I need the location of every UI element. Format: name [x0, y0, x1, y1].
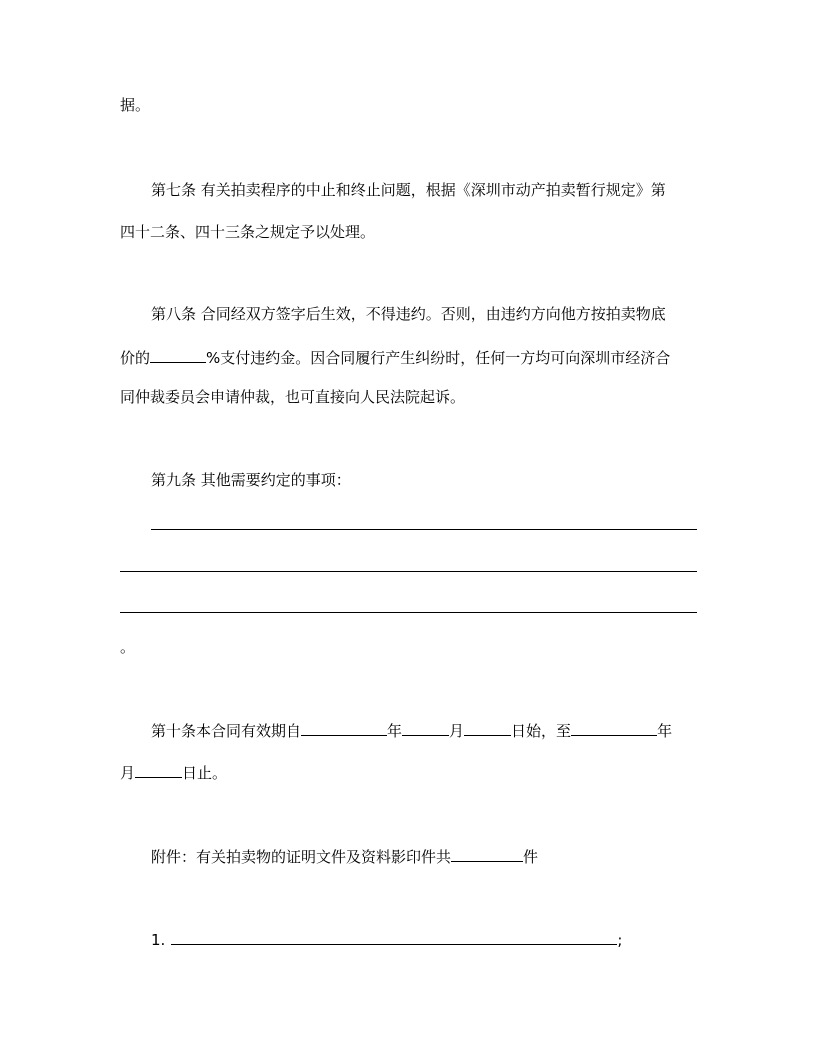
article-7-line-1: 第七条 有关拍卖程序的中止和终止问题，根据《深圳市动产拍卖暂行规定》第 — [151, 181, 666, 199]
article-10-line-1 — [151, 719, 672, 739]
start-year-blank[interactable] — [301, 719, 387, 736]
item-number: 1. — [151, 931, 166, 949]
start-month-blank[interactable] — [402, 719, 449, 736]
day-end-label: 日止。 — [182, 764, 228, 782]
year-label-2: 年 — [657, 722, 673, 740]
day-start-label: 日始，至 — [511, 722, 572, 740]
attachment-line — [151, 845, 538, 865]
attachment-item-1 — [151, 928, 622, 948]
attachment-unit: 件 — [523, 848, 539, 866]
other-matters-blank-line-1[interactable] — [151, 529, 697, 530]
end-day-blank[interactable] — [135, 761, 182, 778]
article-7-line-2: 四十二条、四十三条之规定予以处理。 — [120, 223, 376, 241]
article-9-end-mark: 。 — [120, 638, 136, 656]
other-matters-blank-line-2[interactable] — [120, 571, 697, 572]
article-8-price-prefix: 价的 — [120, 349, 151, 367]
start-day-blank[interactable] — [464, 719, 511, 736]
article-8-line-2 — [120, 346, 670, 366]
month-label-2: 月 — [120, 764, 136, 782]
penalty-percent-blank[interactable] — [150, 346, 206, 363]
article-10-prefix: 第十条本合同有效期自 — [151, 722, 302, 740]
article-9-line-1: 第九条 其他需要约定的事项： — [151, 471, 351, 489]
item-1-description-blank[interactable] — [171, 928, 617, 945]
attachment-count-blank[interactable] — [451, 845, 523, 862]
attachment-text: 附件：有关拍卖物的证明文件及资料影印件共 — [151, 848, 452, 866]
item-end-mark: ; — [617, 931, 623, 949]
paragraph-continuation: 据。 — [120, 96, 151, 114]
other-matters-blank-line-3[interactable] — [120, 612, 697, 613]
article-8-line-1: 第八条 合同经双方签字后生效，不得违约。否则，由违约方向他方按拍卖物底 — [151, 305, 666, 323]
year-label: 年 — [387, 722, 403, 740]
article-10-line-2 — [120, 761, 227, 781]
article-8-line-3: 同仲裁委员会申请仲裁，也可直接向人民法院起诉。 — [120, 388, 466, 406]
month-label: 月 — [449, 722, 465, 740]
end-year-blank[interactable] — [571, 719, 657, 736]
article-8-line-2-rest: %支付违约金。因合同履行产生纠纷时，任何一方均可向深圳市经济合 — [206, 349, 671, 367]
